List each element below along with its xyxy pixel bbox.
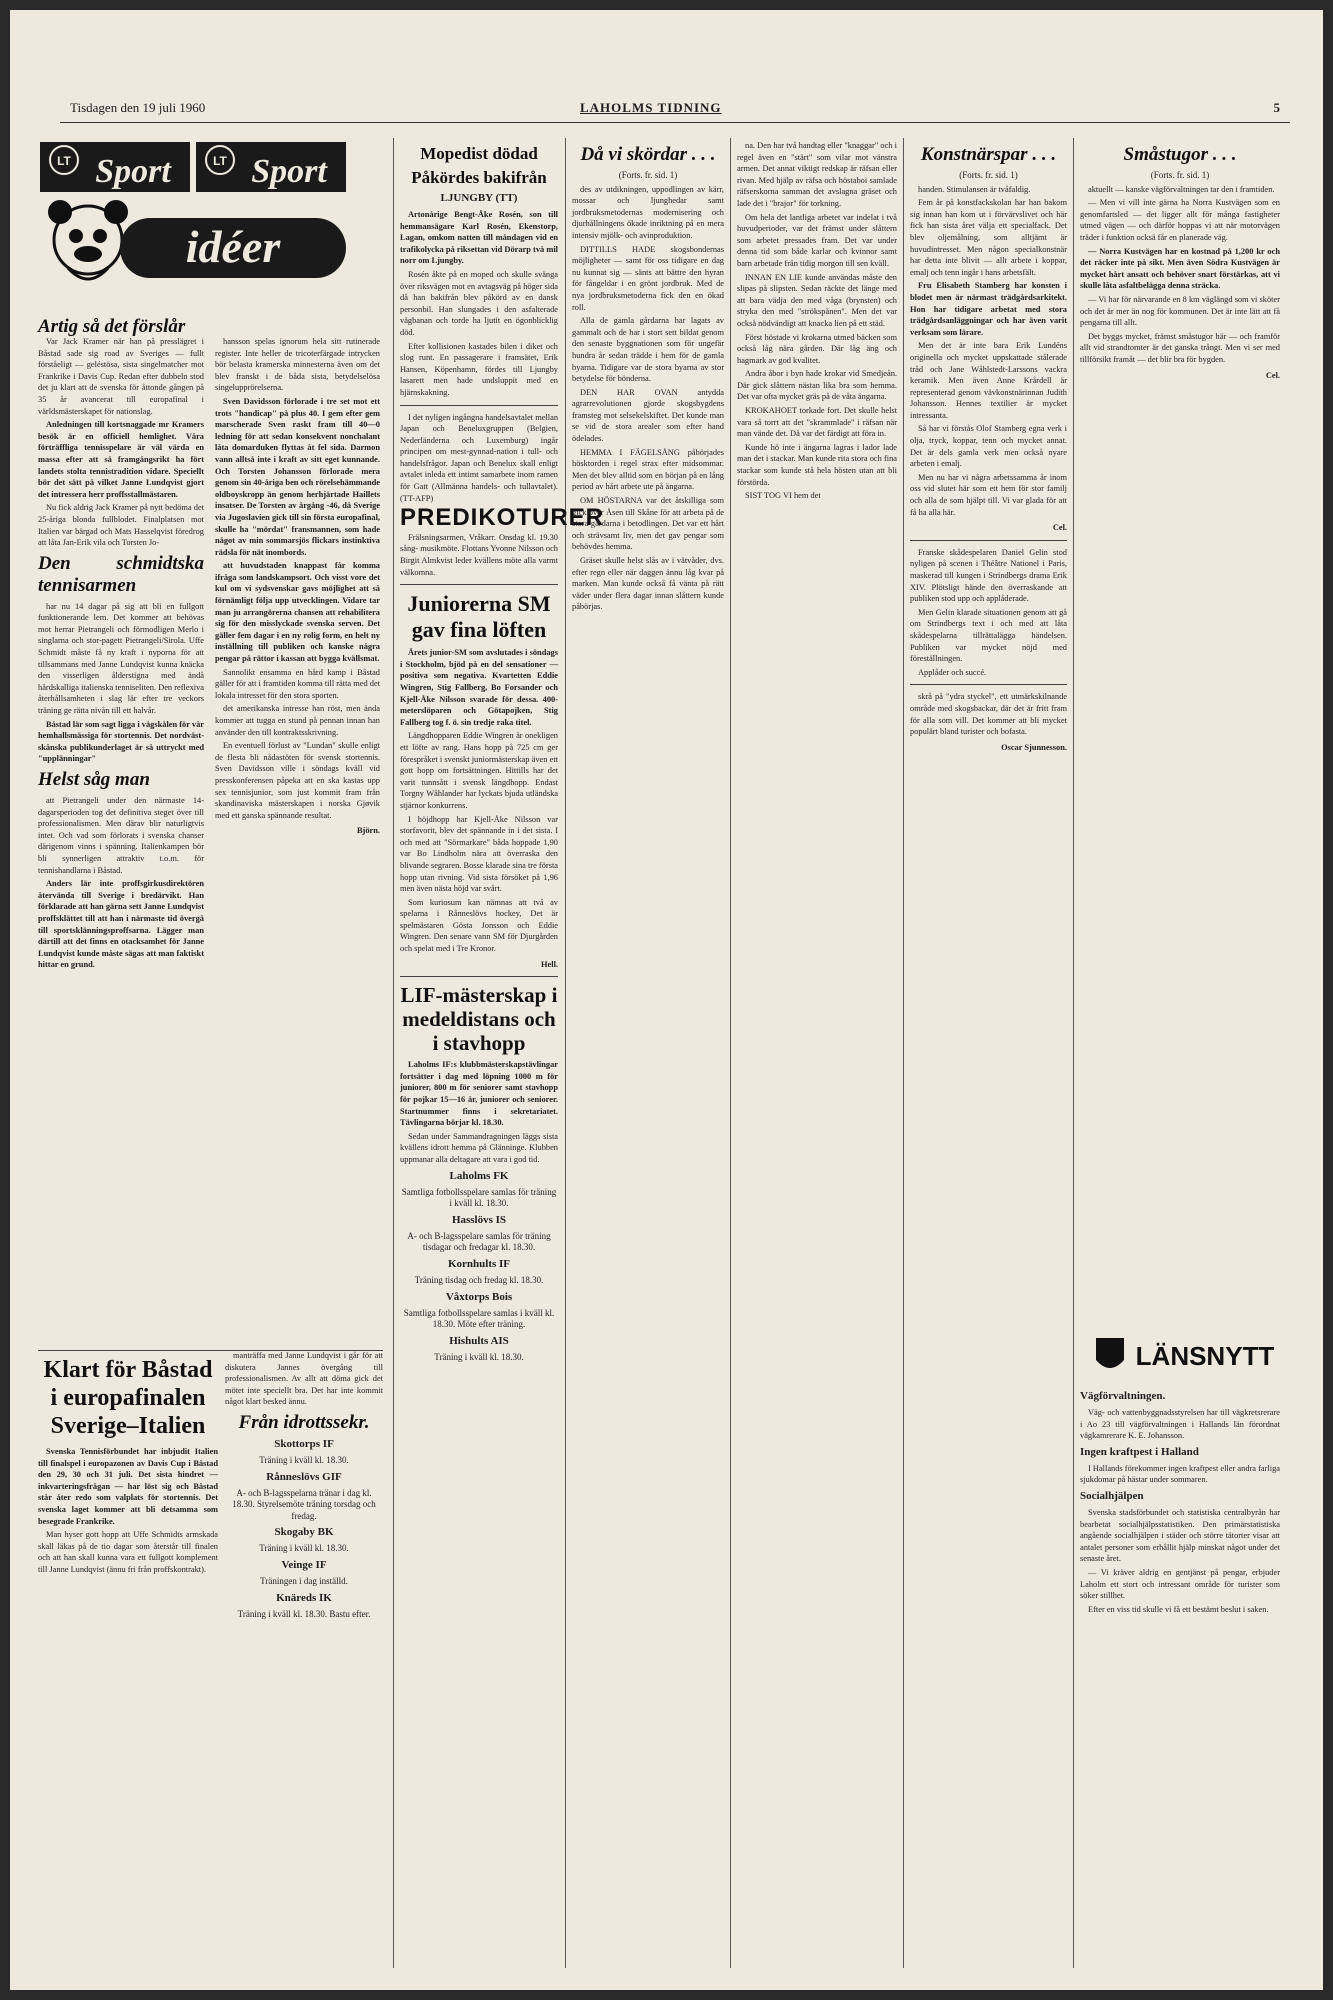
column-7-lower [1080, 1386, 1280, 1966]
ideer-logo [38, 198, 350, 310]
lt-badge-2: LT [213, 154, 227, 168]
paragraph: OM HÖSTARNA var det åtskilliga som gick över Åsen till Skåne för att arbeta på de stora gårdarna i betodlingen. Det var ett hårt och strävsamt liv, men det gav pengar som behövdes hemma. [572, 496, 724, 552]
paragraph: SIST TOG VI hem det [745, 491, 821, 501]
sport-word-2: Sport [251, 153, 327, 190]
section-rule [400, 976, 558, 977]
paragraph: Men Gelin klarade situationen genom att gå om Strindbergs text i och med att låta skådespelarna tillrättalägga händelsen. Publiken var mycket nöjd med föreställningen. [910, 607, 1067, 664]
paragraph: Gräset skulle helst slås av i vätvåder, dvs. efter regn eller när daggen ännu låg kvar på marken. Man kunde också få vänta på rätt väder under flera dagar innan slåttern kunde påbörjas. [572, 556, 724, 612]
dateline: LJUNGBY (TT) [440, 192, 518, 204]
paragraph: Som kuriosum kan nämnas att två av spelarna i Rånneslövs hockey, Det är spelmästaren Gösta Jonsson och Eddie Wingren. Den senare vann SM för Djurgården och spelat med i Tre Kronor. [400, 897, 558, 954]
headline-skordar: Då vi skördar . . . [580, 144, 716, 165]
crest-icon [1096, 1338, 1124, 1368]
column-7 [1080, 140, 1280, 1320]
paragraph: Fru Elisabeth Stamberg har konsten i blodet men är närmast trädgårdsarkitekt. Hon har tidigare arbetat med stora trädgårdsanläggningar och har även varit verksam som lärare. [910, 281, 1067, 337]
club-notice: Kornhults IF Träning tisdag och fredag kl. 18.30. [414, 1257, 544, 1285]
paragraph: Rosén åkte på en moped och skulle svänga över riksvägen mot en avtagsväg på höger sida då han bakifrån blev påkörd av en dansk personbil. Han slungades i den asfalterade vägbanan och torde ha ljutit en ögonblicklig död. [400, 269, 558, 337]
headline-idrottssekr: Från idrottssekr. [238, 1411, 370, 1433]
column-6 [910, 140, 1067, 1970]
club-notice: Knäreds IK Träning i kväll kl. 18.30. Bastu efter. [237, 1591, 371, 1619]
subheadline-kraftpest: Ingen kraftpest i Halland [1080, 1445, 1199, 1458]
paragraph: na. Den har två handtag eller "knaggar" och i regel även en "stärt" som vilar mot vänstra armen. Det annat viktigt redskap är räfsan eller rivan. Med hjälp av räfsa och höstaboi samlade räfserskorna samman det avslagna gräset och lade det i "brajor" för torkning. [737, 141, 897, 208]
paragraph: Var Jack Kramer när han på presslägret i Båstad sade sig road av Sveriges — fullt förståeligt — geléstösa, sista singelmatcher mot Frankrike i Davis Cup. Redan efter dubbeln stod det ju klart att de svenska för åttonde gången på 35 år avancerat till europafinal i världsmästerskapet för nationslag. [38, 337, 204, 416]
lead-paragraph: Artonårige Bengt-Åke Rosén, son till hemmansägare Karl Rosén, Ekenstorp, Lagan, omkom natten till måndagen vid en trafikolycka på riksettan vid Dörarp två mil norr om Ljungby. [400, 210, 558, 266]
paragraph: aktuellt — kanske vägförvaltningen tar den i framtiden. [1088, 184, 1275, 194]
paragraph: Men nu har vi några arbetssamma år inom oss vid slutet här som ett hem för stor familj och alla de som hjälpt till. Vi var glada för att få ha alla här. [910, 472, 1067, 517]
headline-konstnarspar: Konstnärspar . . . [920, 144, 1057, 165]
paragraph: Anders lär inte proffsgirkusdirektören återvända till Sverige i bredärvikt. Han förklarade att han gärna sett Janne Lundqvist proffsklättet till att han i närmaste tid övergå till sportsklänningsproffsarna. Lägger man därtill att det finns en otacksamhet för Janne Lundqvist kunde måste sägas att man faktiskt hittar en grund. [38, 879, 204, 970]
headline-pakordes: Påkördes bakifrån [411, 168, 547, 187]
paragraph: Sedan under Sammandragningen läggs sista kvällens idrott hemma på Glänninge. Klubben uppmanar alla deltagare att vara i god tid. [400, 1131, 558, 1164]
club-notice: Hasslövs IS A- och B-lagsspelare samlas för träning tisdagar och fredagar kl. 18.30. [407, 1213, 551, 1253]
subheadline-vagforvaltningen: Vägförvaltningen. [1080, 1390, 1166, 1402]
paragraph: skrå på "ydra styckel", ett utmärkskilnande område med skogsbackar, där det är fritt fram för alla som vill. Det kommer att bli mycket populärt bland turister och bofasta. [910, 692, 1067, 737]
paragraph: att Pietrangeli under den närmaste 14-dagarsperioden tog det definitiva steget över till professionalismen. Men därav blir naturligtvis intet. Och vad som förlorats i svenska chanser därigenom vinns i spänning. Italienkampen bör bli synnerligen attraktiv t.o.m. för tennishandlarna i Båstad. [38, 796, 204, 875]
lt-badge-1: LT [57, 154, 71, 168]
page-header [60, 98, 1290, 122]
club-notice: Rånneslövs GIF A- och B-lagsspelarna tränar i dag kl. 18.30. Styrelsemöte träning torsdag och fredag. [232, 1470, 376, 1521]
paragraph: I det nyligen ingångna handelsavtalet mellan Japan och Beneluxgruppen (Belgien, Nederländerna och Luxemburg) ingår principen om mest-gynnad-nation i tull- och handelsfrågor. Japan och Benelux skall enligt avtalet inleda ett intimt samarbete inom ramen för Gatt (Allmänna handels- och tullavtalet). (TT-AFP) [400, 412, 559, 503]
section-rule [910, 684, 1067, 685]
byline: Björn. [356, 826, 380, 836]
column-3 [400, 140, 605, 1970]
paragraph: des av utdikningen, uppodlingen av kärr, mossar och ljunghedar samt jordbruksmetodernas modernisering och djurhållningens ökade inriktning på en mera intensiv mjölk- och avinproduktion. [572, 184, 724, 240]
paragraph: Fem år på konstfackskolan har han bakom sig innan han kom ut i förvärvslivet och här fick han sista året välja ett specialfack. Det blev oljemålning, som alltjämt är huvudintresset. Men någon specialkonstnär har detta inte blivit — allt arbete i koppar, emalj och tenn ingår i hans arbetsfält. [910, 198, 1067, 277]
paragraph: Man hyser gott hopp att Uffe Schmidts armskada skall läkas på de tio dagar som återstår till finalen och att han skall kunna vara ett fullgott komplement till Janne Lundqvist (ännu fri från proffskontrakt). [38, 1530, 218, 1574]
byline: Oscar Sjunnesson. [1001, 742, 1067, 752]
paragraph: DITTILLS HADE skogsbondernas möjligheter — samt för oss tidigare en dag nu kunnat sig — sänts att bättre den hyran för fångeldar i en grönt jordbruk. Med de nya jordbruksmetoderna fick den en ökad roll. [572, 244, 724, 312]
club-notice: Skogaby BK Träning i kväll kl. 18.30. [259, 1526, 349, 1554]
club-notice: Våxtorps Bois Samtliga fotbollsspelare samlas i kväll kl. 18.30. Möte efter träning. [403, 1290, 555, 1330]
continued-note: (Forts. fr. sid. 1) [618, 170, 678, 180]
column-1 [38, 336, 204, 1336]
newspaper-name: LAHOLMS TIDNING [580, 100, 722, 115]
predikoturer-heading: PREDIKOTURER [400, 504, 605, 532]
paragraph: I Hallands förekommer ingen kraftpest eller andra farliga sjukdomar på hästar under sommaren. [1080, 1463, 1280, 1485]
club-notice: Hishults AIS Träning i kväll kl. 18.30. [434, 1334, 524, 1362]
paragraph: handen. Stimulansen är tvåfaldig. [918, 184, 1031, 194]
column-rule [1073, 138, 1074, 1968]
column-2 [215, 336, 380, 1336]
subheadline-socialhjalpen: Socialhjälpen [1080, 1489, 1144, 1502]
lead-paragraph: Laholms IF:s klubbmästerskapstävlingar fortsätter i dag med löpning 1000 m för juniorer, 800 m för seniorer samt stavhopp för pojkar 15—16 år, juniorer och seniorer. Startnummer finns i sekretariatet. Tävlingarna börjar kl. 18.30. [400, 1060, 558, 1128]
column-rule [393, 138, 394, 1968]
column-2-lower [225, 1350, 383, 1970]
lead-paragraph: Årets junior-SM som avslutades i söndags i Stockholm, bjöd på en del sensationer — positiva som negativa. Kvartetten Eddie Wingren, Stig Fallberg, Bo Forsander och Kjell-Åke Nilsson svarade för dessa. 400-meterslöparen och Götapojken, Stig Fallberg tog f. ö. sin tredje raka titel. [400, 648, 558, 727]
paragraph: — Vi kräver aldrig en gentjänst på pengar, erbjuder Laholm ett stort och intressant område för turister som söker stillhet. [1080, 1567, 1280, 1601]
byline: Cel. [1052, 523, 1067, 533]
paragraph: Det byggs mycket, främst småstugor här — och framför allt vid strandtomter är det ganska trångt. Men vi ser med tillförsikt framåt — det blir bra för bygden. [1080, 331, 1280, 364]
headline-juniorerna: Juniorerna SM gav fina löften [407, 591, 551, 643]
paragraph: Sannolikt ensamma en hård kamp i Båstad gäller för att i framtiden komma till rätta med det lokala intresset för den stora sporten. [215, 667, 380, 700]
paragraph: En eventuell förlust av "Lundan" skulle enligt de flesta bli nådastöten för svensk stortennis. Sven Davidsson ville i söndags kväll vid presskonferensen påpeka att en ska kastas upp sex tennisjunior, som just kommit fram från skandinaviska mästerskapen i norska Gjøvik med ett ganska spännande resultat. [215, 741, 380, 820]
paragraph: det amerikanska intresse han röst, men ända kommer att tugga en stund på pennan innan han använder den till kontraktsskrivning. [215, 704, 380, 737]
issue-date: Tisdagen den 19 juli 1960 [70, 100, 206, 115]
headline-lif: LIF-mästerskap i medeldistans och i stavhopp [400, 983, 558, 1056]
paragraph: — Men vi vill inte gärna ha Norra Kustvägen som en genomfartsled — det ligger allt för många fastigheter utmed vägen — och därför hoppas vi att när motorvägen träder i funktion ocksä får en planerade väg. [1080, 198, 1280, 242]
continued-note: (Forts. fr. sid. 1) [959, 170, 1018, 180]
paragraph: Men det är inte bara Erik Lundéns originella och mycket uppskattade stålerade tråd och Jane Wåhlstedt-Larssons vackra keramik. Men även Anne Krårdell är representerad genom vävkonstnärinnan Judith Johansson. Hennes textilier är mycket intressanta. [910, 341, 1067, 420]
section-rule [400, 584, 558, 585]
lansnytt-word: LÄNSNYTT [1135, 1341, 1275, 1371]
column-rule [903, 138, 904, 1968]
paragraph: Efter kollisionen kastades bilen i diket och slog runt. En passagerare i framsätet, Erik Hansen, Köpenhamn, fördes till Ljungby lasarett men hade undsluppit med en hjärnskakning. [400, 341, 558, 397]
newspaper-page [10, 10, 1323, 1990]
paragraph: — Vi har för närvarande en 8 km väglängd som vi sköter och det är mer än nog för kommunen. Det är inte lätt att få pengarna till allt. [1080, 294, 1280, 328]
paragraph: Om hela det lantliga arbetet var indelat i två huvudperioder, var det främst under slåttern som arbetet pressades fram. Det var under denna tid som både karlar och kvinnor samt barn arbetade från tidig morgon till sen kväll. [737, 212, 897, 268]
paragraph: Båstad lär som sagt ligga i vågskålen för vår hemhallsmässiga för stortennis. Det nordväst-skånska publikunderlaget är så uttryckt med "upplänningar" [38, 719, 204, 764]
column-1-lower [38, 1350, 218, 1970]
lansnytt-logo [1090, 1330, 1280, 1380]
paragraph: Längdhopparen Eddie Wingren är onekligen ett löfte av rang. Hans hopp på 725 cm ger förespråket i svenskt juniormästerskap även ett gott hopp om fortsättningen. Hittills har det varit tunnsått i svensk längdhopp. Endast Torgny Wåhlander har lyckats bjuda utländska stjärnor konkurrens. [400, 731, 558, 810]
ideer-word: idéer [185, 221, 281, 272]
paragraph: Andra åbor i byn hade krokar vid Smedjeån. Där gick slåttern nästan lika bra som hemma. Det var ofta mycket gräs på de våta ängarna. [737, 369, 897, 402]
headline-artig: Artig så det förslår [38, 316, 186, 337]
paragraph: Anledningen till kortsnaggade mr Kramers besök är en officiell hemlighet. Våra förträffliga tennisspelare är väl värda en massa efter att så framgångsrikt ha fört landets stolta tennistradition vidare. Speciellt bör det sätt på vilket Janne Lundqvist gjort det intressera herr proffsstallmästaren. [38, 420, 204, 499]
paragraph: Först höstade vi krokarna utmed bäcken som också låg nära gården. Där låg äng och hagmark av god kvalitet. [737, 332, 897, 365]
paragraph: Efter en viss tid skulle vi få ett bestämt beslut i saken. [1088, 1604, 1269, 1614]
paragraph: Så har vi förstås Olof Stamberg egna verk i olja, tryck, koppar, tenn och mycket annat. Det är dels gamla verk men också nyare arbeten i emalj. [910, 424, 1067, 469]
column-5 [737, 140, 897, 1970]
sport-logo [38, 138, 350, 196]
paragraph: Frälsningsarmen, Vråkarr. Onsdag kl. 19.30 sång- musikmöte. Flottans Yvonne Nilsson och Birgit Almkvist leder kvällens möte alla varmt välkomna. [400, 532, 558, 577]
paragraph: — Norra Kustvägen har en kostnad på 1,200 kr och det räcker inte på sikt. Men även Södra Kustvägen är mycket hårt ansatt och behöver snart förstärkas, att vi skulle låta asfaltbelägga denna sträcka. [1080, 246, 1280, 291]
headline-mopedist: Mopedist dödad [420, 144, 538, 163]
continued-note: (Forts. fr. sid. 1) [1150, 170, 1210, 180]
paragraph: hansson spelas ignorum hela sitt rutinerade register. Inte heller de tricoterfärgade intrycken bör belasta kramerska minnesterna även om det blev franskt i de båda sista, betydelselösa singelupprörelserna. [215, 337, 380, 393]
paragraph: KROKAHOET torkade fort. Det skulle helst vara så torrt att det "skrammlade" i räfsan när man vände det. Då var det färdigt att föra in. [737, 406, 897, 439]
paragraph: Väg- och vattenbyggnadsstyrelsen har till vägkretsrerare i Ao 23 till vägförvaltningen i Hallands län förordnat vägkamrerare K. E. Johansson. [1080, 1408, 1280, 1441]
section-rule [910, 540, 1067, 541]
paragraph: Franske skådespelaren Daniel Gelin stod nyligen på scenen i Théâtre Nationel i Paris, maskerad till kungen i Strindbergs drama Erik XIV. Plötsligt hände den överraskande att publiken stod upp och applåderade. [910, 547, 1067, 604]
paragraph: Alla de gamla gårdarna har lagats av gammalt och de har i stort sett bildat genom den senaste byggnationen som för ungefär hundra år sedan trädde i hem för de gamla byarna. Tidigare var de stora byarna av stor betydelse för bönderna. [572, 316, 724, 384]
paragraph: att huvudstaden knappast får komma ifråga som landskampsort. Och visst vore det kul om vi sydsvenskar gavs möjlighet att så förnämligt följa upp utvecklingen. Vidare tar man ju arrangörerna chansen att rehabilitera sig för den misslyckade svenska serven. Det gäller fem dagar i en ny rolig form, en helt ny inställning till publiken och kanske några pengar på rättor i kassan att bygga kvällsmat. [215, 561, 380, 664]
column-rule [565, 138, 566, 1968]
paragraph: Svenska stadsförbundet och statistiska centralbyrån har bearbetat socialhjälpsstatistiken. Den primärstatistiska angående socialhjälpen i städer och större tätorter visar att antalet personer som erhållit hjälp minskat något under det senaste året. [1080, 1507, 1280, 1564]
paragraph: I höjdhopp har Kjell-Åke Nilsson var storfavorit, blev det spännande in i det sista. I och med att "Sörmarkare" båda hoppade 1,90 var Bo Lindholm nära att överraska den blivande segraren. Bosse klarade sina tre första hopp utan rivning. Vid sista försöket på 1,96 men även nästa höjd var svårt. [400, 814, 558, 894]
column-4 [572, 140, 724, 1970]
byline: Hell. [541, 959, 558, 969]
headline-smastugor: Småstugor . . . [1123, 144, 1237, 165]
subheadline-tennisarmen: Den schmidtska tennisarmen [38, 552, 204, 596]
subheadline-helst: Helst såg man [38, 769, 150, 790]
headline-bastad: Klart för Båstad i europafinalen Sverige–Italien [43, 1357, 213, 1439]
lead-paragraph: Svenska Tennisförbundet har inbjudit Italien till finalspel i europazonen av Davis Cup i Båstad den 29, 30 och 31 juli. Det sista hindret — inkvarteringsfrågan — har löst sig och Båstad står åter redo som valplats för stortennis. Det svenska laget kommer att bli detsamma som besegrade Frankrike. [38, 1447, 218, 1526]
paragraph: Kunde hö inte i ängarna lagras i lador lade man det i stackar. Man kunde rita stora och fina stackar som kunde stå hela hösten utan att bli förstörda. [737, 442, 897, 487]
club-notice: Veinge IF Träningen i dag inställd. [260, 1558, 348, 1586]
club-notice: Laholms FK Samtliga fotbollsspelare samlas för träning i kväll kl. 18.30. [401, 1169, 557, 1209]
paragraph: Sven Davidsson förlorade i tre set mot ett trots "handicap" på plus 40. I gem efter gem marscherade Sven raskt fram till 40—0 ledning för att sedan konsekvent nonchalant låta domarduken flyttas åt fel sida. Darmon vann alltså inte i kraft av sitt eget kunnande. Och Torsten Johansson förlorade mera genom sin 40-åriga ben och rörelsehämmande oldboyskropp än genom herhjärtade Haillets insatser. De Torsten av årgång -46, då Sverige via Jugoslavien gick till sin första europafinal, skulle ha "mördat" fransmannen, som hade något av min sommarsjös flickars instinktiva rädsla för nät inombords. [215, 396, 380, 557]
paragraph: INNAN EN LIE kunde användas måste den slipas på slipsten. Sedan räckte det länge med att bara vädja den med våga (brynsten) och stryka den med "strökspånen". Men det var också nödvändigt att knacka lien på ett städ. [737, 272, 897, 328]
paragraph: DEN HAR OVAN antydda agrarrevolutionen gjorde skogsbygdens framsteg mot selsekelskiftet. Det kunde man se vid de stora arealer som efter hand ödelades. [572, 387, 724, 444]
sport-word-1: Sport [95, 153, 171, 190]
section-rule [400, 405, 558, 406]
paragraph: Nu fick aldrig Jack Kramer på nytt bedöma det 25-åriga blonda fullblodet. Finalplatsen mot Italien var bärgad och Mats Hasselqvist föredrog att låta Jan-Erik vila och Torsten Jo- [38, 503, 204, 548]
header-rule [60, 122, 1290, 123]
paragraph: HEMMA I FÄGELSÅNG påbörjades hösktorden i regel strax efter midsommar. Men det blev alltid som en början på en lång period av hårt arbete ute på ängarna. [572, 447, 724, 492]
page-number: 5 [1273, 100, 1280, 115]
column-rule [730, 138, 731, 1968]
paragraph: Applåder och succé. [918, 667, 987, 677]
club-notice: Skottorps IF Träning i kväll kl. 18.30. [259, 1437, 349, 1465]
byline: Cel. [1265, 370, 1280, 380]
paragraph: har nu 14 dagar på sig att bli en fullgott funktionerande lem. Det kommer att behövas mot herrar Pietrangeli och förmodligen Merlo i singlarna och stor-pagett Pietrangeli/Sirola. Uffe Schmidt måste få ny kraft i nyporna för att tillsammans med Janne Lundqvist kunna knäcka den visserligen ålderstigna med ändå hårdskalliga italienska tenniseliten. Den reflexiva återhållsamheten i slag lär efter tre veckors träning ge rätta nivån till ett halvår. [38, 601, 204, 716]
paragraph: manträffa med Janne Lundqvist i går för att diskutera Jannes övergång till professionalismen. Av allt att döma gick det mötet inte speciellt bra. Det har inte kommit något klart besked ännu. [225, 1351, 383, 1407]
